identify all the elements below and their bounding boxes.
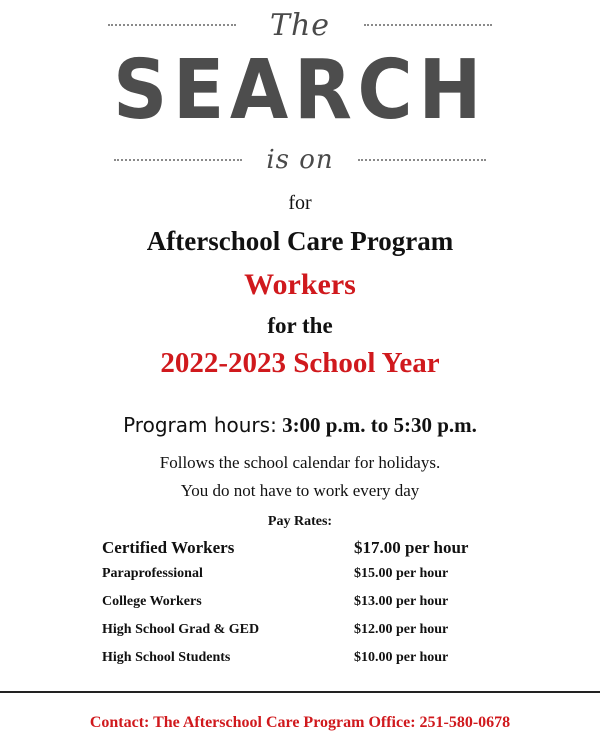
rate-category: High School Students bbox=[102, 650, 231, 665]
for-text: for bbox=[288, 192, 312, 214]
program-hours-label: Program hours: bbox=[123, 413, 277, 437]
search-title: SEARCH bbox=[113, 43, 487, 138]
rate-category: Certified Workers bbox=[102, 538, 235, 557]
program-hours-value: 3:00 p.m. to 5:30 p.m. bbox=[282, 413, 477, 437]
is-on-word: is on bbox=[266, 145, 334, 175]
pay-rates-heading: Pay Rates: bbox=[267, 514, 333, 529]
table-row bbox=[102, 538, 532, 566]
the-word: The bbox=[269, 7, 331, 43]
program-hours bbox=[0, 413, 600, 438]
holiday-note: Follows the school calendar for holidays. bbox=[159, 453, 441, 472]
school-year-heading: 2022-2023 School Year bbox=[160, 347, 440, 379]
rate-category: High School Grad & GED bbox=[102, 622, 260, 637]
workers-heading: Workers bbox=[244, 268, 356, 301]
table-row bbox=[102, 566, 532, 594]
the-heading-row bbox=[0, 2, 600, 48]
rate-category: Paraprofessional bbox=[102, 566, 203, 581]
is-on-row bbox=[0, 140, 600, 180]
rate-amount: $10.00 per hour bbox=[354, 650, 449, 665]
rate-amount: $17.00 per hour bbox=[354, 538, 469, 557]
rate-amount: $15.00 per hour bbox=[354, 566, 449, 581]
rate-category: College Workers bbox=[102, 594, 202, 609]
dotted-divider-right bbox=[364, 24, 492, 26]
table-row bbox=[102, 622, 532, 650]
for-the-text: for the bbox=[267, 313, 333, 338]
rate-amount: $13.00 per hour bbox=[354, 594, 449, 609]
program-name: Afterschool Care Program bbox=[146, 226, 454, 256]
rate-amount: $12.00 per hour bbox=[354, 622, 449, 637]
dotted-divider-right bbox=[358, 159, 486, 161]
footer-divider bbox=[0, 691, 600, 693]
table-row bbox=[102, 650, 532, 678]
contact-line: Contact: The Afterschool Care Program Office: 251-580-0678 bbox=[89, 714, 511, 731]
dotted-divider-left bbox=[114, 159, 242, 161]
table-row bbox=[102, 594, 532, 622]
dotted-divider-left bbox=[108, 24, 236, 26]
schedule-note: You do not have to work every day bbox=[180, 481, 420, 500]
pay-rates-table bbox=[102, 538, 532, 678]
